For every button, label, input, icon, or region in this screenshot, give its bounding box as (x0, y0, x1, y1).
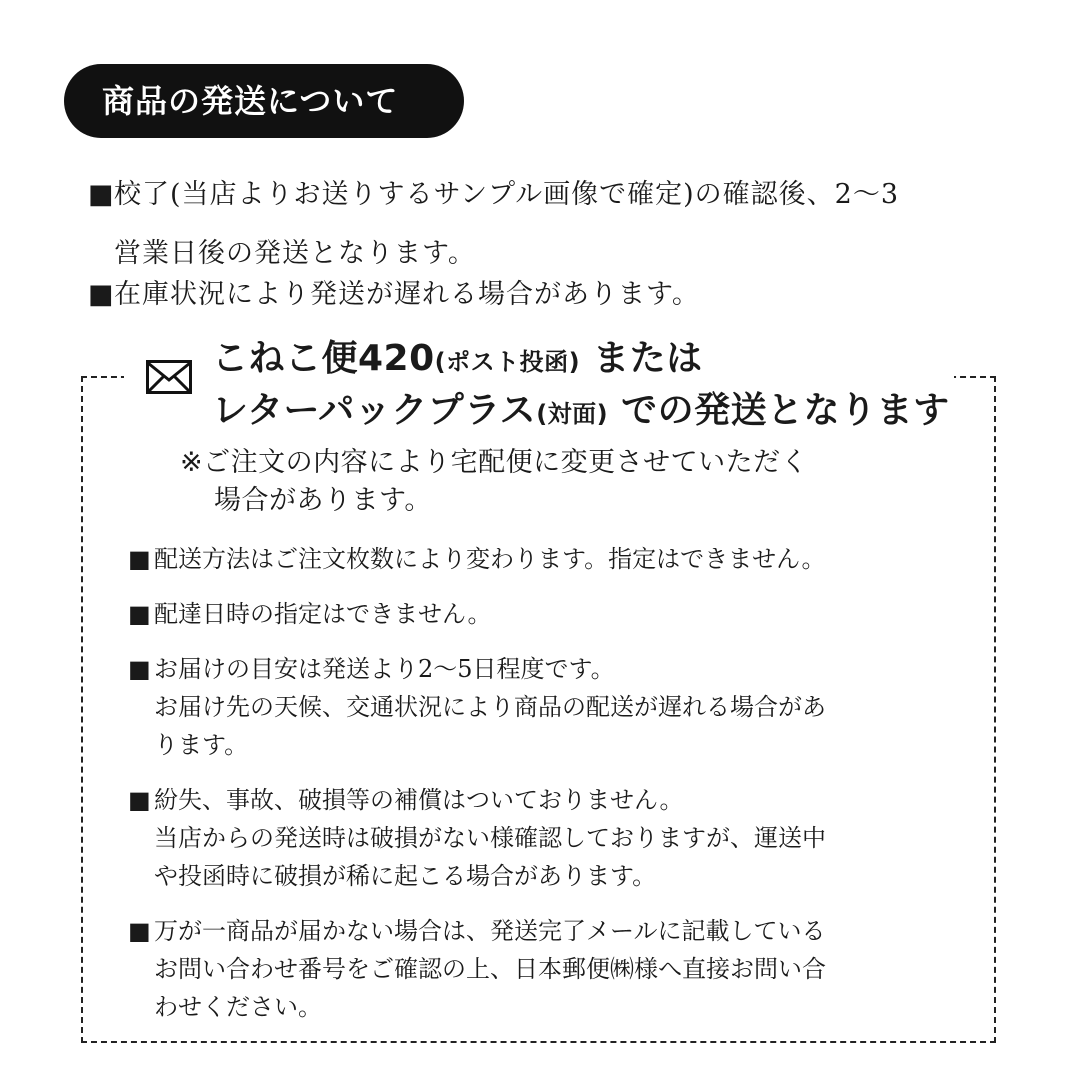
stock-delay-note (88, 272, 700, 311)
method-koneko: こねこ便420 (212, 338, 435, 379)
method-letterpack: レターパックプラス (212, 390, 537, 431)
rule-text: 紛失、事故、破損等の補償はついておりません。 (154, 786, 684, 814)
rule-text: 当店からの発送時は破損がない様確認しておりますが、運送中 (154, 824, 826, 852)
caution-text: ※ご注文の内容により宅配便に変更させていただく (180, 447, 809, 478)
method-or: または (580, 338, 703, 379)
method-tail: での発送となります (608, 390, 950, 431)
rule-text: 配達日時の指定はできません。 (154, 600, 492, 628)
rule-text: や投函時に破損が稀に起こる場合があります。 (154, 862, 657, 890)
rule-text: ります。 (154, 731, 249, 759)
shipping-method-line2 (212, 382, 950, 433)
list-item (128, 912, 988, 1026)
bullet-square: ■ (128, 600, 151, 628)
list-item (128, 595, 988, 633)
shipping-method-line1 (212, 330, 703, 381)
bullet-square: ■ (128, 917, 151, 945)
bullet-square: ■ (128, 655, 151, 683)
list-item (128, 781, 988, 895)
list-item (128, 650, 988, 764)
bullet-square: ■ (128, 786, 151, 814)
page-title: 商品の発送について (64, 64, 464, 138)
bullet-square: ■ (88, 279, 115, 310)
bullet-square: ■ (88, 179, 115, 210)
rule-text: お問い合わせ番号をご確認の上、日本郵便㈱様へ直接お問い合 (154, 955, 826, 983)
rule-text: 配送方法はご注文枚数により変わります。指定はできません。 (154, 545, 826, 573)
caution-text: 場合があります。 (214, 485, 432, 516)
note-text: 営業日後の発送となります。 (114, 238, 476, 269)
list-item (128, 540, 988, 578)
rule-text: お届け先の天候、交通状況により商品の配送が遅れる場合があ (154, 693, 826, 721)
rule-text: 万が一商品が届かない場合は、発送完了メールに記載している (154, 917, 826, 945)
note-text: 在庫状況により発送が遅れる場合があります。 (114, 279, 700, 310)
bullet-square: ■ (128, 545, 151, 573)
shipping-timing-note (88, 172, 899, 270)
envelope-icon (146, 360, 192, 394)
method-letterpack-note: (対面) (536, 400, 609, 428)
method-koneko-note: (ポスト投函) (434, 348, 581, 376)
rule-text: わせください。 (154, 993, 322, 1021)
note-text: 校了(当店よりお送りするサンプル画像で確定)の確認後、2〜3 (114, 179, 899, 210)
rule-text: お届けの目安は発送より2〜5日程度です。 (154, 655, 615, 683)
shipping-rules-list (128, 540, 988, 1043)
